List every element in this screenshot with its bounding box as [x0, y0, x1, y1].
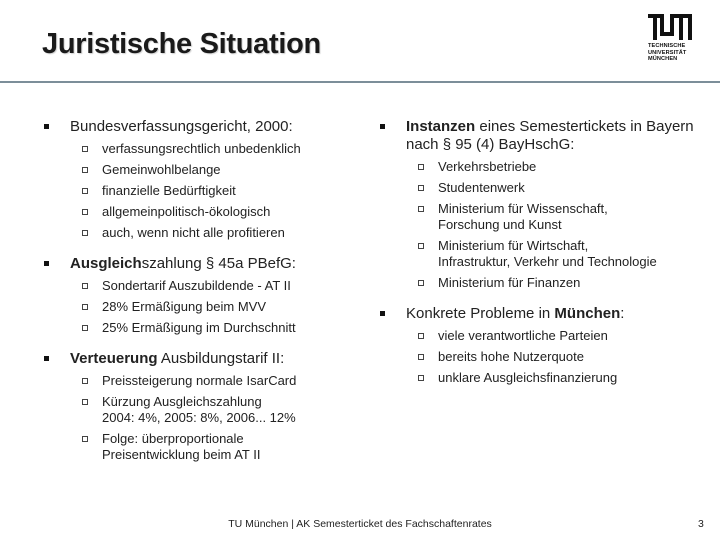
bullet-group-ausgleich — [44, 255, 344, 336]
sub-bullet-item: Kürzung Ausgleichszahlung 2004: 4%, 2005: 8%, 2006... 12% — [44, 394, 344, 426]
sub-bullet-item: Studentenwerk — [380, 180, 710, 196]
sub-bullet-item: finanzielle Bedürftigkeit — [44, 183, 344, 199]
hollow-square-bullet-icon — [82, 378, 88, 384]
hollow-square-bullet-icon — [418, 206, 424, 212]
square-bullet-icon — [380, 311, 385, 316]
sub-bullet-item: Ministerium für Wissenschaft, Forschung und Kunst — [380, 201, 710, 233]
hollow-square-bullet-icon — [418, 164, 424, 170]
hollow-square-bullet-icon — [82, 399, 88, 405]
title-divider — [0, 81, 720, 83]
bullet-item: Ausgleichszahlung § 45a PBefG: — [44, 255, 344, 273]
hollow-square-bullet-icon — [82, 209, 88, 215]
hollow-square-bullet-icon — [418, 185, 424, 191]
sub-bullet-item: allgemeinpolitisch-ökologisch — [44, 204, 344, 220]
hollow-square-bullet-icon — [418, 354, 424, 360]
bullet-group-probleme — [380, 305, 710, 386]
hollow-square-bullet-icon — [418, 243, 424, 249]
page-number: 3 — [698, 518, 704, 530]
sub-bullet-item: 25% Ermäßigung im Durchschnitt — [44, 320, 344, 336]
hollow-square-bullet-icon — [82, 304, 88, 310]
bullet-item: Konkrete Probleme in München: — [380, 305, 710, 323]
sub-bullet-item: Folge: überproportionale Preisentwicklung beim AT II — [44, 431, 344, 463]
hollow-square-bullet-icon — [82, 436, 88, 442]
slide-title: Juristische Situation — [42, 28, 321, 60]
hollow-square-bullet-icon — [82, 283, 88, 289]
square-bullet-icon — [44, 356, 49, 361]
bullet-group-bverfg — [44, 118, 344, 241]
sub-bullet-item: bereits hohe Nutzerquote — [380, 349, 710, 365]
sub-bullet-item: Gemeinwohlbelange — [44, 162, 344, 178]
left-column — [44, 118, 344, 477]
tum-logo-icon — [648, 14, 692, 40]
sub-bullet-item: Ministerium für Finanzen — [380, 275, 710, 291]
sub-bullet-item: verfassungsrechtlich unbedenklich — [44, 141, 344, 157]
bullet-item: Bundesverfassungsgericht, 2000: — [44, 118, 344, 136]
hollow-square-bullet-icon — [82, 188, 88, 194]
bullet-item: Verteuerung Ausbildungstarif II: — [44, 350, 344, 368]
sub-bullet-item: Ministerium für Wirtschaft, Infrastruktur, Verkehr und Technologie — [380, 238, 710, 270]
hollow-square-bullet-icon — [82, 167, 88, 173]
square-bullet-icon — [380, 124, 385, 129]
right-column — [380, 118, 710, 400]
bullet-group-verteuerung — [44, 350, 344, 463]
square-bullet-icon — [44, 261, 49, 266]
slide-footer: TU München | AK Semesterticket des Fachschaftenrates — [228, 518, 492, 530]
tum-logo-wordmark: TECHNISCHE UNIVERSITÄT MÜNCHEN — [648, 43, 687, 63]
sub-bullet-item: Sondertarif Auszubildende - AT II — [44, 278, 344, 294]
bullet-group-instanzen — [380, 118, 710, 291]
sub-bullet-item: Preissteigerung normale IsarCard — [44, 373, 344, 389]
tum-logo — [648, 14, 692, 68]
sub-bullet-item: Verkehrsbetriebe — [380, 159, 710, 175]
sub-bullet-item: unklare Ausgleichsfinanzierung — [380, 370, 710, 386]
hollow-square-bullet-icon — [82, 230, 88, 236]
square-bullet-icon — [44, 124, 49, 129]
bullet-item: Instanzen eines Semestertickets in Bayern nach § 95 (4) BayHschG: — [380, 118, 710, 154]
hollow-square-bullet-icon — [418, 333, 424, 339]
hollow-square-bullet-icon — [418, 375, 424, 381]
sub-bullet-item: 28% Ermäßigung beim MVV — [44, 299, 344, 315]
hollow-square-bullet-icon — [418, 280, 424, 286]
hollow-square-bullet-icon — [82, 325, 88, 331]
sub-bullet-item: viele verantwortliche Parteien — [380, 328, 710, 344]
hollow-square-bullet-icon — [82, 146, 88, 152]
sub-bullet-item: auch, wenn nicht alle profitieren — [44, 225, 344, 241]
